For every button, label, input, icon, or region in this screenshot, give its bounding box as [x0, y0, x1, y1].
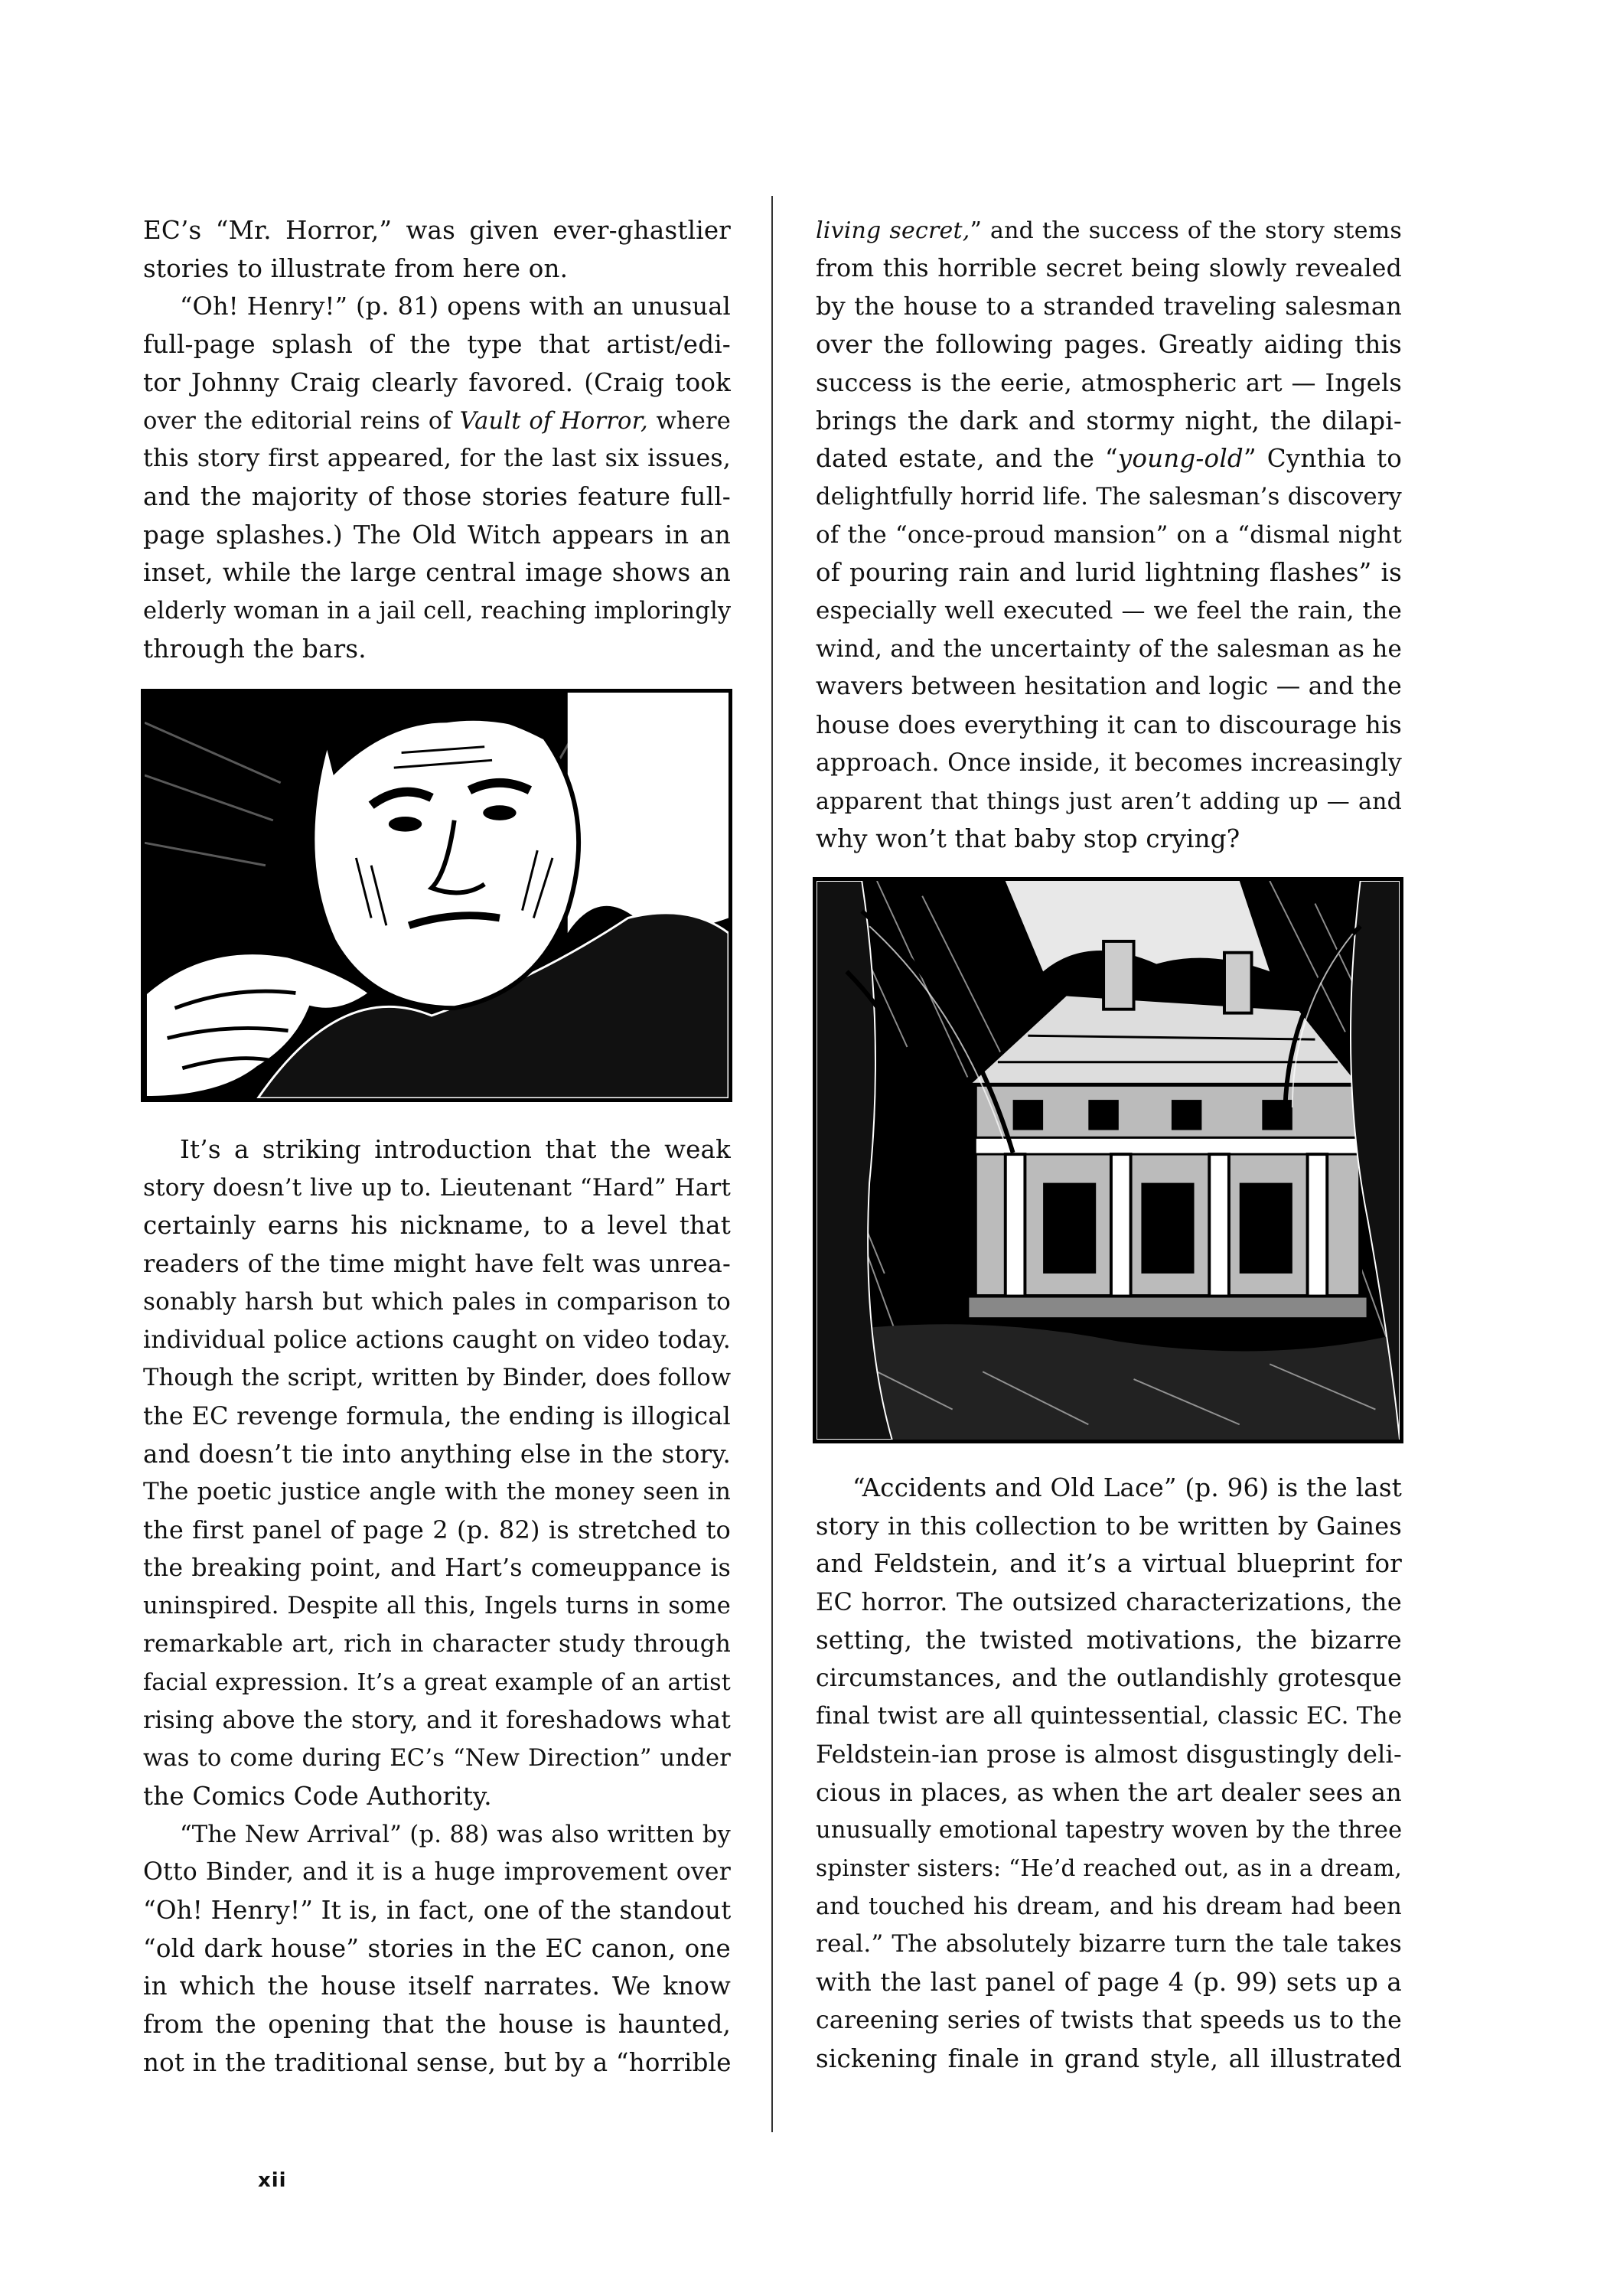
- text-line: spinster sisters: “He’d reached out, as in a dream,: [816, 1855, 1402, 1882]
- text-line: and touched his dream, and his dream had been: [816, 1893, 1402, 1920]
- text-line: wavers between hesitation and logic — and the: [816, 673, 1402, 701]
- text-line: EC’s “Mr. Horror,” was given ever-ghastlier: [143, 216, 731, 245]
- italic-quote: young-old: [1117, 444, 1244, 474]
- text-line: wind, and the uncertainty of the salesman as he: [816, 634, 1402, 663]
- text-line: especially well executed — we feel the rain, the: [816, 597, 1402, 625]
- text-line: final twist are all quintessential, classic EC. The: [816, 1702, 1403, 1730]
- comic-panel-illustration: [817, 881, 1400, 1440]
- comic-panel-man-grabbed: [141, 689, 732, 1102]
- text-span: ” Cynthia to: [1243, 444, 1402, 474]
- text-line: cious in places, as when the art dealer sees an: [816, 1777, 1402, 1807]
- text-line: setting, the twisted motivations, the bizarre: [816, 1625, 1402, 1655]
- text-line: in which the house itself narrates. We know: [143, 1971, 731, 2001]
- text-line: careening series of twists that speeds us to the: [816, 2006, 1402, 2034]
- text-line: success is the eerie, atmospheric art — Ingels: [816, 367, 1402, 397]
- text-line: not in the traditional sense, but by a “horrible: [143, 2047, 732, 2077]
- text-line: unusually emotional tapestry woven by the three: [816, 1817, 1403, 1844]
- text-line: and doesn’t tie into anything else in the story.: [143, 1439, 731, 1469]
- text-line: apparent that things just aren’t adding up — and: [816, 788, 1402, 815]
- text-line: house does everything it can to discourage his: [816, 710, 1402, 740]
- text-span: over the editorial reins of: [143, 407, 460, 435]
- text-line: the breaking point, and Hart’s comeuppance is: [143, 1554, 731, 1582]
- text-line: certainly earns his nickname, to a level that: [143, 1211, 731, 1241]
- text-line: stories to illustrate from here on.: [143, 253, 569, 283]
- left-column-top-text: [143, 212, 731, 668]
- text-line: full-page splash of the type that artist/edi-: [143, 330, 731, 360]
- text-line: Feldstein-ian prose is almost disgustingly deli-: [816, 1739, 1402, 1769]
- text-line: and the majority of those stories feature full-: [143, 481, 731, 511]
- text-line: with the last panel of page 4 (p. 99) sets up a: [816, 1968, 1402, 1998]
- text-line: “The New Arrival” (p. 88) was also written by: [180, 1821, 731, 1848]
- text-line: brings the dark and stormy night, the dilapi-: [816, 406, 1402, 435]
- text-line: this story first appeared, for the last six issues,: [143, 445, 731, 473]
- text-line: rising above the story, and it foreshadows what: [143, 1706, 731, 1734]
- text-line: tor Johnny Craig clearly favored. (Craig took: [143, 367, 731, 397]
- text-line: It’s a striking introduction that the weak: [180, 1135, 731, 1164]
- text-line: the EC revenge formula, the ending is illogical: [143, 1401, 731, 1430]
- comic-panel-illustration: [145, 693, 729, 1098]
- italic-quote: living secret,: [816, 217, 970, 244]
- text-line: was to come during EC’s “New Direction” under: [143, 1745, 731, 1773]
- text-line: of pouring rain and lurid lightning flashes” is: [816, 558, 1402, 588]
- text-line: the first panel of page 2 (p. 82) is stretched to: [143, 1515, 731, 1545]
- text-line: “Oh! Henry!” It is, in fact, one of the standout: [143, 1896, 732, 1926]
- text-line: Though the script, written by Binder, does follow: [143, 1365, 732, 1392]
- right-column-bottom-text: [816, 1469, 1402, 2078]
- text-line: by the house to a stranded traveling salesman: [816, 292, 1402, 321]
- text-line: “old dark house” stories in the EC canon, one: [143, 1933, 731, 1963]
- text-line: [816, 212, 1402, 250]
- text-line: individual police actions caught on video today.: [143, 1326, 731, 1354]
- text-line: why won’t that baby stop crying?: [816, 824, 1240, 854]
- text-line: over the following pages. Greatly aiding this: [816, 330, 1402, 360]
- text-line: “Oh! Henry!” (p. 81) opens with an unusual: [180, 292, 731, 321]
- text-line: approach. Once inside, it becomes increasingly: [816, 748, 1402, 777]
- column-divider: [771, 196, 773, 2132]
- text-line: [143, 403, 731, 441]
- text-line: and Feldstein, and it’s a virtual blueprint for: [816, 1549, 1402, 1579]
- text-line: remarkable art, rich in character study through: [143, 1630, 731, 1658]
- italic-title: Vault of Horror,: [459, 407, 648, 435]
- text-line: EC horror. The outsized characterizations, the: [816, 1587, 1402, 1617]
- text-line: sickening finale in grand style, all illustrated: [816, 2043, 1402, 2073]
- text-line: sonably harsh but which pales in comparison to: [143, 1287, 731, 1316]
- text-line: Otto Binder, and it is a huge improvement over: [143, 1858, 731, 1887]
- text-line: [816, 440, 1402, 478]
- text-line: inset, while the large central image shows an: [143, 558, 731, 588]
- text-line: circumstances, and the outlandishly grotesque: [816, 1664, 1402, 1692]
- text-line: story doesn’t live up to. Lieutenant “Hard” Hart: [143, 1173, 731, 1202]
- right-column-top-text: [816, 212, 1402, 859]
- text-span: dated estate, and the “: [816, 444, 1118, 474]
- text-line: page splashes.) The Old Witch appears in an: [143, 520, 731, 550]
- text-line: from this horrible secret being slowly revealed: [816, 254, 1402, 282]
- text-line: delightfully horrid life. The salesman’s discovery: [816, 483, 1402, 510]
- left-column-bottom-text: [143, 1131, 731, 2082]
- text-line: the Comics Code Authority.: [143, 1781, 492, 1811]
- text-line: “Accidents and Old Lace” (p. 96) is the last: [852, 1473, 1402, 1502]
- text-line: from the opening that the house is haunted,: [143, 2010, 731, 2040]
- text-line: The poetic justice angle with the money seen in: [143, 1478, 731, 1506]
- text-span: ” and the success of the story stems: [970, 217, 1403, 244]
- page-number: xii: [258, 2169, 287, 2192]
- text-line: readers of the time might have felt was unrea-: [143, 1249, 731, 1279]
- text-line: elderly woman in a jail cell, reaching imploringly: [143, 598, 732, 625]
- text-line: uninspired. Despite all this, Ingels turns in some: [143, 1593, 731, 1620]
- text-line: of the “once-proud mansion” on a “dismal night: [816, 520, 1402, 549]
- text-line: real.” The absolutely bizarre turn the tale takes: [816, 1930, 1402, 1958]
- comic-panel-haunted-house: [813, 877, 1403, 1443]
- text-line: through the bars.: [143, 634, 367, 664]
- text-line: facial expression. It’s a great example of an artist: [143, 1668, 731, 1696]
- text-span: where: [647, 407, 731, 435]
- text-line: story in this collection to be written by Gaines: [816, 1511, 1402, 1541]
